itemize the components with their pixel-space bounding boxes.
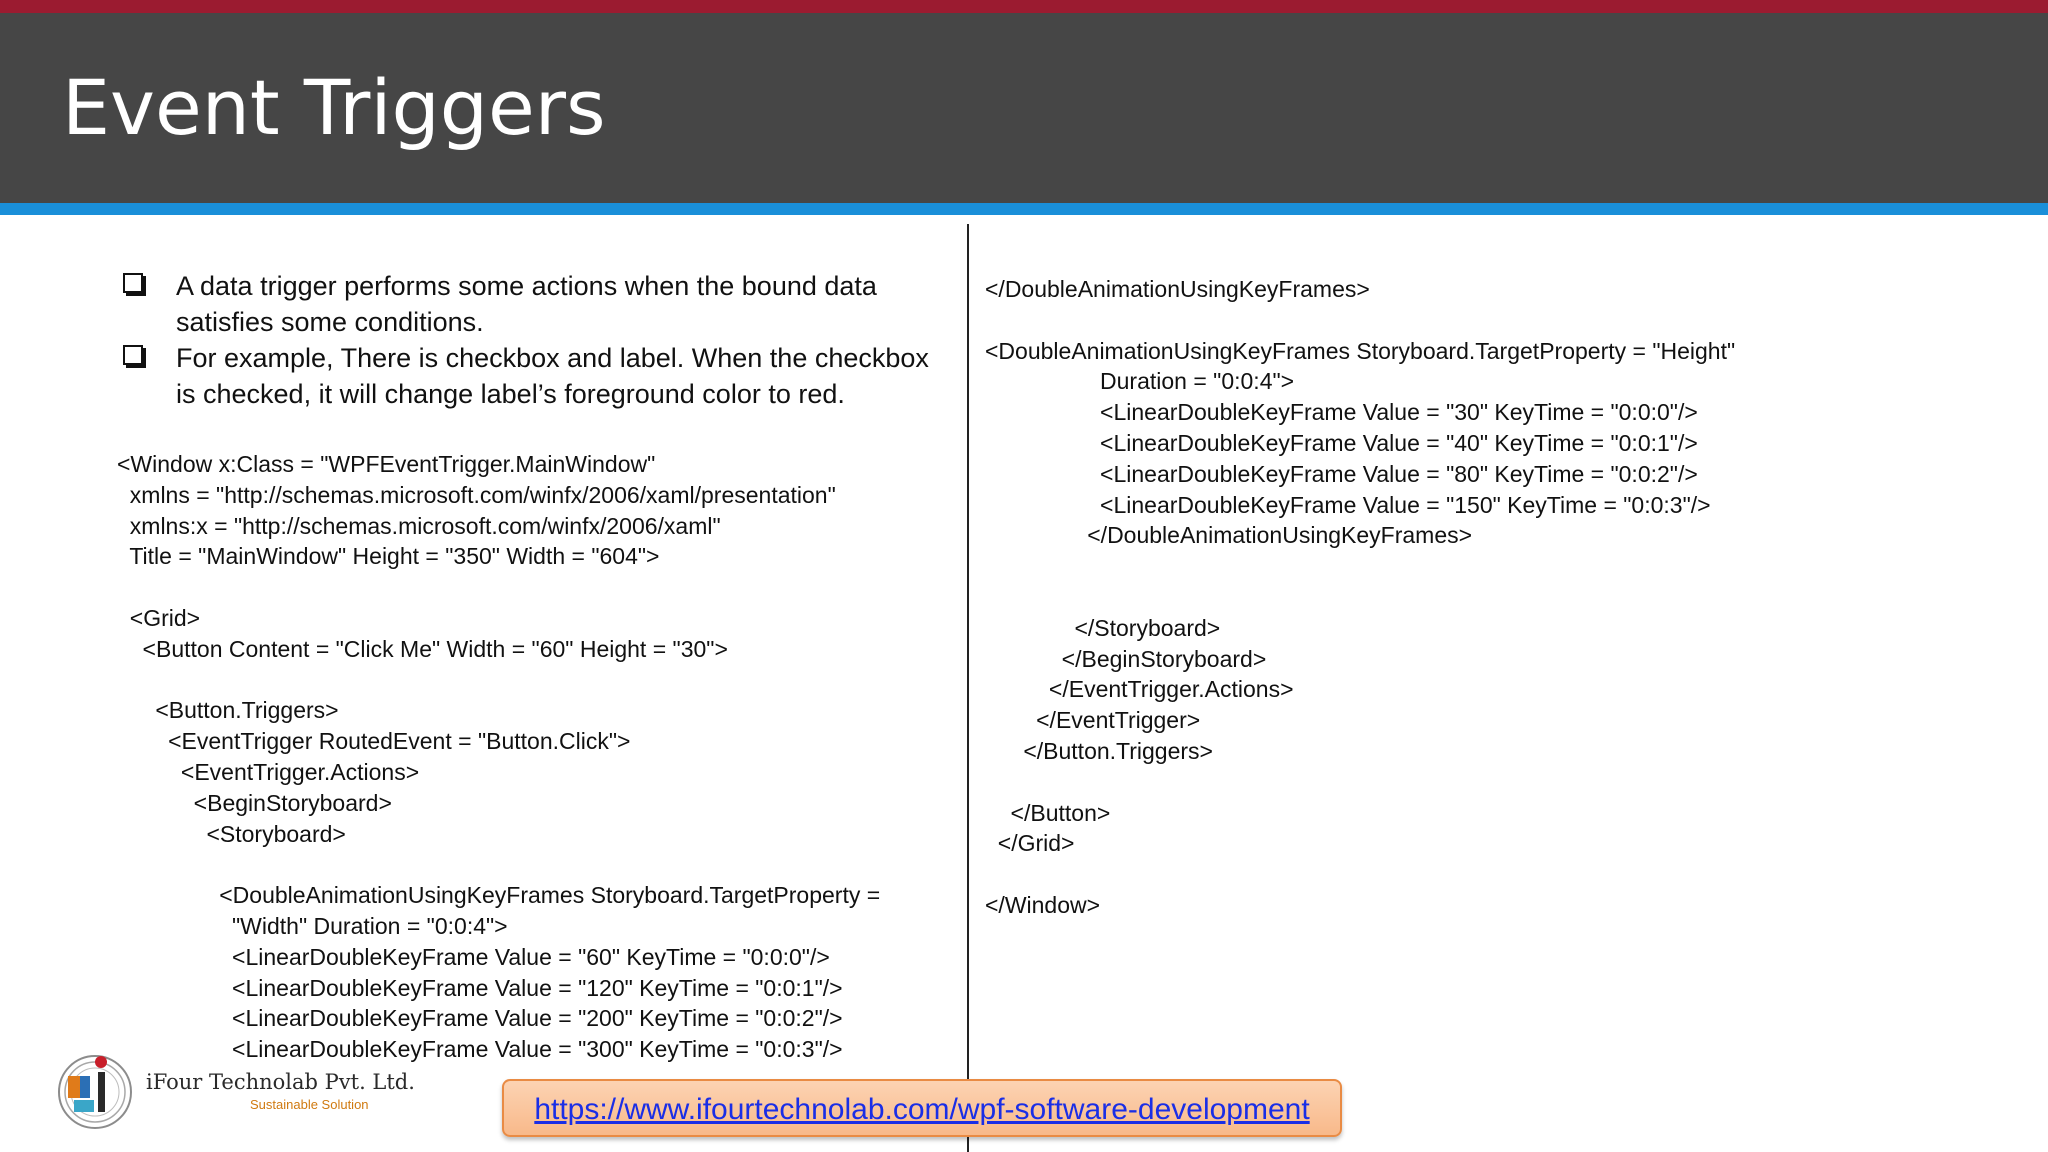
xaml-code-left xyxy=(117,449,880,1065)
code-line: <Grid> xyxy=(117,604,201,631)
website-link-box[interactable] xyxy=(502,1079,1342,1137)
code-line: </Button.Triggers> xyxy=(985,737,1213,764)
code-line xyxy=(117,665,880,696)
company-name: iFour Technolab Pvt. Ltd. xyxy=(146,1070,415,1094)
website-link[interactable]: https://www.ifourtechnolab.com/wpf-software-development xyxy=(534,1093,1310,1126)
code-line: Duration = "0:0:4"> xyxy=(985,368,1295,395)
code-line: <Window x:Class = "WPFEventTrigger.MainWindow" xyxy=(117,451,656,477)
code-line: <BeginStoryboard> xyxy=(117,789,392,816)
code-line xyxy=(985,582,1735,613)
code-line: </Window> xyxy=(985,891,1101,918)
code-line: <LinearDoubleKeyFrame Value = "80" KeyTime = "0:0:2"/> xyxy=(985,460,1698,487)
square-bullet-icon xyxy=(123,273,143,293)
code-line: xmlns:x = "http://schemas.microsoft.com/winfx/2006/xaml" xyxy=(117,512,721,539)
code-line: <Button Content = "Click Me" Width = "60" Height = "30"> xyxy=(117,635,728,662)
code-line: </DoubleAnimationUsingKeyFrames> xyxy=(985,522,1473,549)
code-line: </Grid> xyxy=(985,830,1075,857)
bullet-text-line: For example, There is checkbox and label. When the checkbox xyxy=(176,343,929,373)
code-line: <EventTrigger.Actions> xyxy=(117,758,420,785)
code-line: <Button.Triggers> xyxy=(117,697,339,724)
bullet-item xyxy=(118,268,948,340)
code-line: </EventTrigger.Actions> xyxy=(985,676,1294,703)
code-line: <Storyboard> xyxy=(117,820,346,847)
code-line: Title = "MainWindow" Height = "350" Width = "604"> xyxy=(117,543,660,570)
code-line: <DoubleAnimationUsingKeyFrames Storyboard.TargetProperty = "Height" xyxy=(985,337,1736,364)
column-divider xyxy=(967,224,969,1152)
accent-rule xyxy=(0,203,2048,215)
code-line: "Width" Duration = "0:0:4"> xyxy=(117,912,508,939)
square-bullet-icon xyxy=(123,345,143,365)
code-line: </DoubleAnimationUsingKeyFrames> xyxy=(985,276,1370,302)
code-line: <LinearDoubleKeyFrame Value = "40" KeyTime = "0:0:1"/> xyxy=(985,429,1698,456)
bullet-text-line: A data trigger performs some actions when the bound data xyxy=(176,271,877,301)
code-line xyxy=(985,859,1735,890)
code-line: </BeginStoryboard> xyxy=(985,645,1267,672)
code-line xyxy=(117,572,880,603)
code-line: <DoubleAnimationUsingKeyFrames Storyboard.TargetProperty = xyxy=(117,882,881,909)
company-tagline: Sustainable Solution xyxy=(250,1097,369,1112)
company-logo-icon xyxy=(50,1050,140,1130)
code-line: </EventTrigger> xyxy=(985,707,1201,734)
bullet-list xyxy=(118,268,948,412)
code-line xyxy=(985,305,1735,336)
code-line: </Storyboard> xyxy=(985,614,1221,641)
code-line: <LinearDoubleKeyFrame Value = "150" KeyTime = "0:0:3"/> xyxy=(985,491,1711,518)
code-line xyxy=(985,767,1735,798)
code-line: <LinearDoubleKeyFrame Value = "120" KeyTime = "0:0:1"/> xyxy=(117,974,843,1001)
code-line: <EventTrigger RoutedEvent = "Button.Click"> xyxy=(117,728,631,755)
slide-title: Event Triggers xyxy=(62,63,606,152)
code-line xyxy=(117,849,880,880)
code-line xyxy=(985,551,1735,582)
code-line: </Button> xyxy=(985,799,1111,826)
company-logo xyxy=(50,1050,450,1130)
code-line: <LinearDoubleKeyFrame Value = "300" KeyTime = "0:0:3"/> xyxy=(117,1036,843,1063)
top-stripe xyxy=(0,0,2048,13)
code-line: xmlns = "http://schemas.microsoft.com/winfx/2006/xaml/presentation" xyxy=(117,481,836,508)
bullet-text-line: is checked, it will change label’s foreground color to red. xyxy=(176,379,845,409)
xaml-code-right xyxy=(985,274,1735,921)
code-line: <LinearDoubleKeyFrame Value = "200" KeyTime = "0:0:2"/> xyxy=(117,1005,843,1032)
code-line: <LinearDoubleKeyFrame Value = "60" KeyTime = "0:0:0"/> xyxy=(117,943,830,970)
bullet-text-line: satisfies some conditions. xyxy=(176,307,484,337)
code-line: <LinearDoubleKeyFrame Value = "30" KeyTime = "0:0:0"/> xyxy=(985,399,1698,426)
bullet-item xyxy=(118,340,948,412)
